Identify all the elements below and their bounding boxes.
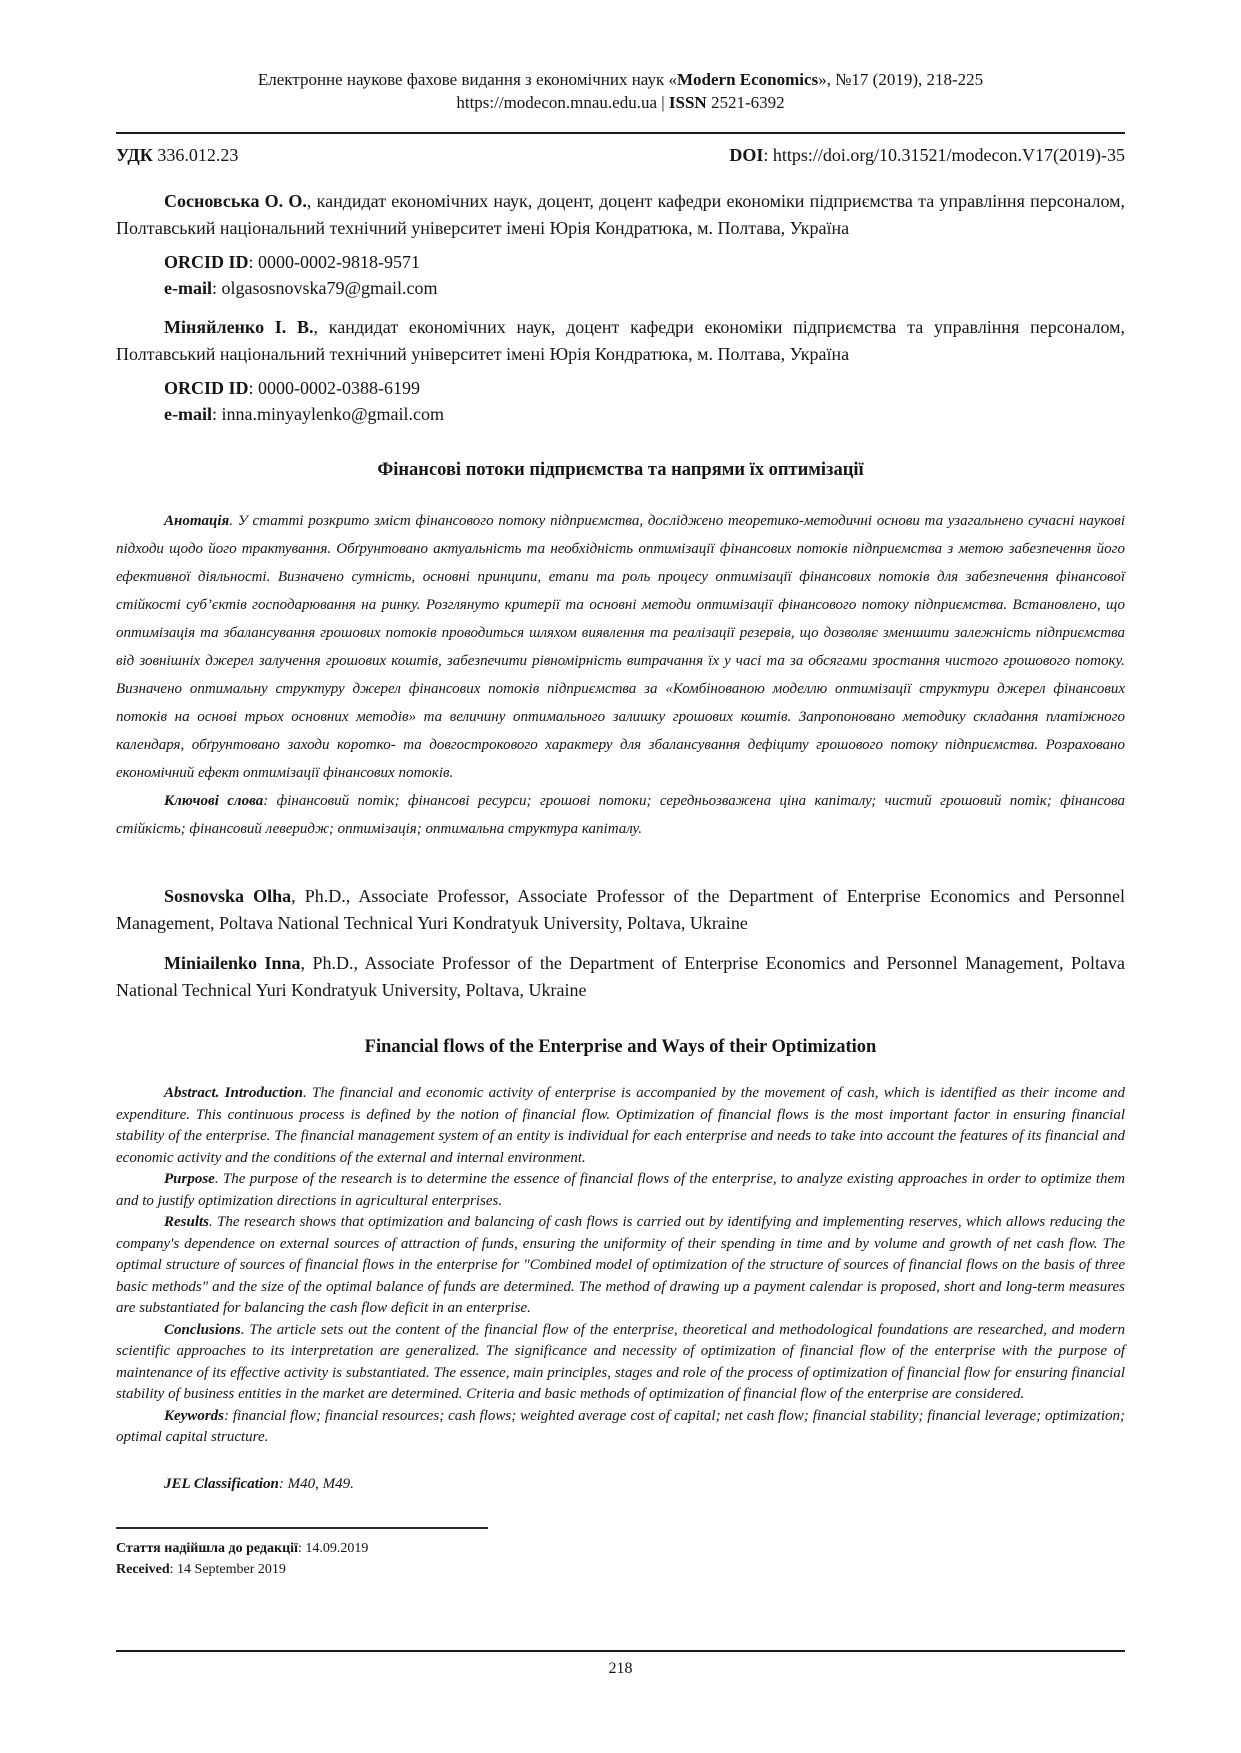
abstract-ua <box>116 507 1125 787</box>
email-label: e-mail <box>164 404 212 424</box>
abstract-en-purpose-text: . The purpose of the research is to determine the essence of financial flows of the enterprise, to analyze existing approaches in order to optimize them and to justify optimization directions in agricultural enterprises. <box>116 1171 1125 1209</box>
footnote-divider <box>116 1527 488 1529</box>
abstract-en-conclusions <box>116 1320 1125 1406</box>
received-en-label: Received <box>116 1561 170 1577</box>
abstract-ua-label: Анотація <box>164 513 230 529</box>
received-ua-date: : 14.09.2019 <box>297 1540 369 1556</box>
article-title-ua: Фінансові потоки підприємства та напрями їх оптимізації <box>377 460 864 480</box>
author-ua-2-orcid <box>116 375 1125 401</box>
journal-title-suffix: », №17 (2019), 218-225 <box>818 70 984 89</box>
email-label: e-mail <box>164 278 212 298</box>
keywords-ua <box>116 787 1125 843</box>
abstract-en-introduction <box>116 1083 1125 1169</box>
journal-url-issn-line <box>116 91 1125 114</box>
meta-row <box>116 143 1125 168</box>
author-en-2-affiliation: , Ph.D., Associate Professor of the Department of Enterprise Economics and Personnel Management, Poltava National Technical Yuri Kondratyuk University, Poltava, Ukraine <box>116 953 1125 1000</box>
udc-label: УДК <box>116 145 153 165</box>
abstract-en-results-text: . The research shows that optimization and balancing of cash flows is carried out by identifying and implementing reserves, which allows reducing the company's dependence on external sources of attraction of funds, ensuring the uniformity of their spending in time and by volume and growth of net cash flow. The optimal structure of sources of financial flows in the enterprise for "Combined model of optimization of the structure of sources of financial flows on the basis of three basic methods" and the size of the optimal balance of funds are determined. The method of drawing up a payment calendar is proposed, short and long-term measures are substantiated for balancing the cash flow deficit in an enterprise. <box>116 1214 1125 1316</box>
journal-title-prefix: Електронне наукове фахове видання з економічних наук « <box>257 70 677 89</box>
jel-label: JEL Classification <box>164 1475 279 1492</box>
udc-code <box>116 143 238 168</box>
issn-value: 2521-6392 <box>706 93 785 112</box>
author-en-1-name: Sosnovska Olha <box>164 886 292 906</box>
author-ua-2-name: Міняйленко І. В. <box>164 317 314 337</box>
journal-title-line <box>116 68 1125 91</box>
page-number: 218 <box>608 1660 633 1677</box>
author-ua-1-email <box>116 275 1125 301</box>
author-ua-1-name: Сосновська О. О. <box>164 191 307 211</box>
udc-value: 336.012.23 <box>152 145 239 165</box>
author-en-2-name: Miniailenko Inna <box>164 953 301 973</box>
author-ua-2 <box>116 314 1125 368</box>
orcid-label: ORCID ID <box>164 378 249 398</box>
keywords-en-label: Keywords <box>164 1407 224 1424</box>
journal-header <box>116 68 1125 114</box>
journal-url: https://modecon.mnau.edu.ua | <box>456 93 669 112</box>
received-ua-line <box>116 1538 1125 1559</box>
author-en-1 <box>116 883 1125 937</box>
author-ua-1-orcid <box>116 249 1125 275</box>
author-en-2 <box>116 950 1125 1004</box>
author-ua-2-email <box>116 401 1125 427</box>
abstract-en-purpose-label: Purpose <box>164 1171 215 1187</box>
received-ua-label: Стаття надійшла до редакції <box>116 1540 298 1556</box>
abstract-en-results <box>116 1212 1125 1320</box>
issn-label: ISSN <box>668 93 707 112</box>
article-title-en: Financial flows of the Enterprise and Ways of their Optimization <box>364 1037 877 1057</box>
keywords-en <box>116 1406 1125 1449</box>
abstract-en-conclusions-label: Conclusions <box>164 1321 241 1338</box>
orcid-value: : 0000-0002-0388-6199 <box>248 378 420 398</box>
author-ua-1-affiliation: , кандидат економічних наук, доцент, доцент кафедри економіки підприємства та управління персоналом, Полтавський національний технічний університет імені Юрія Кондратюка, м. Полтава, Україна <box>116 191 1125 238</box>
abstract-en-conclusions-text: . The article sets out the content of the financial flow of the enterprise, theoretical and methodological foundations are researched, and modern scientific approaches to its interpretation are generalized. The significance and necessity of optimization of financial flow of the enterprise with the purpose of maintenance of its effective activity is substantiated. The essence, main principles, stages and role of the process of optimization of financial flow for ensuring financial stability of business entities in the market are determined. Criteria and basic methods of optimization of financial flow of the enterprise are considered. <box>116 1321 1125 1402</box>
abstract-en-purpose <box>116 1169 1125 1212</box>
abstract-en-results-label: Results <box>164 1214 210 1230</box>
jel-value: : M40, M49. <box>278 1475 354 1492</box>
author-ua-2-affiliation: , кандидат економічних наук, доцент кафедри економіки підприємства та управління персоналом, Полтавський національний технічний університет імені Юрія Кондратюка, м. Полтава, Україна <box>116 317 1125 364</box>
received-en-line <box>116 1559 1125 1580</box>
author-en-1-affiliation: , Ph.D., Associate Professor, Associate Professor of the Department of Enterprise Economics and Personnel Management, Poltava National Technical Yuri Kondratyuk University, Poltava, Ukraine <box>116 886 1125 933</box>
keywords-ua-label: Ключові слова <box>164 793 264 809</box>
jel-classification <box>116 1473 1125 1495</box>
author-ua-1 <box>116 188 1125 242</box>
orcid-label: ORCID ID <box>164 252 249 272</box>
orcid-value: : 0000-0002-9818-9571 <box>248 252 420 272</box>
email-value: : inna.minyaylenko@gmail.com <box>211 404 445 424</box>
keywords-ua-text: : фінансовий потік; фінансові ресурси; грошові потоки; середньозважена ціна капіталу; чистий грошовий потік; фінансова стійкість; фінансовий леверидж; оптимізація; оптимальна структура капіталу. <box>116 793 1126 837</box>
abstract-ua-text: . У статті розкрито зміст фінансового потоку підприємства, досліджено теоретико-методичні основи та узагальнено сучасні наукові підходи щодо його трактування. Обґрунтовано актуальність та необхідність оптимізації фінансових потоків підприємства з метою забезпечення його ефективної діяльності. Визначено сутність, основні принципи, етапи та роль процесу оптимізації фінансових потоків для забезпечення фінансової стійкості суб’єктів господарювання на ринку. Розглянуто критерії та основні методи оптимізації фінансового потоку підприємства. Встановлено, що оптимізація та збалансування грошових потоків проводиться шляхом виявлення та реалізації резервів, що дозволяє зменшити залежність підприємства від зовнішніх джерел залучення грошових коштів, забезпечити рівномірність витрачання їх у часі та за обсягами зростання чистого грошового потоку. Визначено оптимальну структуру джерел фінансових потоків підприємства за «Комбінованою моделлю оптимізації структури джерел фінансових потоків на основі трьох основних методів» та величину оптимального залишку грошових коштів. Запропоновано методику складання платіжного календаря, обґрунтовано заходи коротко- та довгострокового характеру для збалансування дефіциту грошового потоку підприємства. Розраховано економічний ефект оптимізації фінансових потоків. <box>116 513 1125 781</box>
doi-value: : https://doi.org/10.31521/modecon.V17(2019)-35 <box>763 145 1125 165</box>
abstract-en-introduction-text: . The financial and economic activity of enterprise is accompanied by the movement of cash, which is identified as their income and expenditure. This continuous process is defined by the notion of financial flow. Optimization of financial flows is the most important factor in ensuring financial stability of the enterprise. The financial management system of an entity is individual for each enterprise and needs to take into account the features of its financial and economic activity and the conditions of the external and internal environment. <box>116 1085 1125 1166</box>
keywords-en-text: : financial flow; financial resources; cash flows; weighted average cost of capital; net cash flow; financial stability; financial leverage; optimization; optimal capital structure. <box>116 1407 1125 1445</box>
header-divider <box>116 132 1125 134</box>
doi <box>729 143 1125 168</box>
email-value: : olgasosnovska79@gmail.com <box>211 278 438 298</box>
journal-name: Modern Economics <box>677 70 819 89</box>
page-footer-divider <box>116 1650 1125 1652</box>
abstract-en-introduction-label: Abstract. Introduction <box>164 1085 304 1101</box>
doi-label: DOI <box>729 145 764 165</box>
received-en-date: : 14 September 2019 <box>169 1561 286 1577</box>
